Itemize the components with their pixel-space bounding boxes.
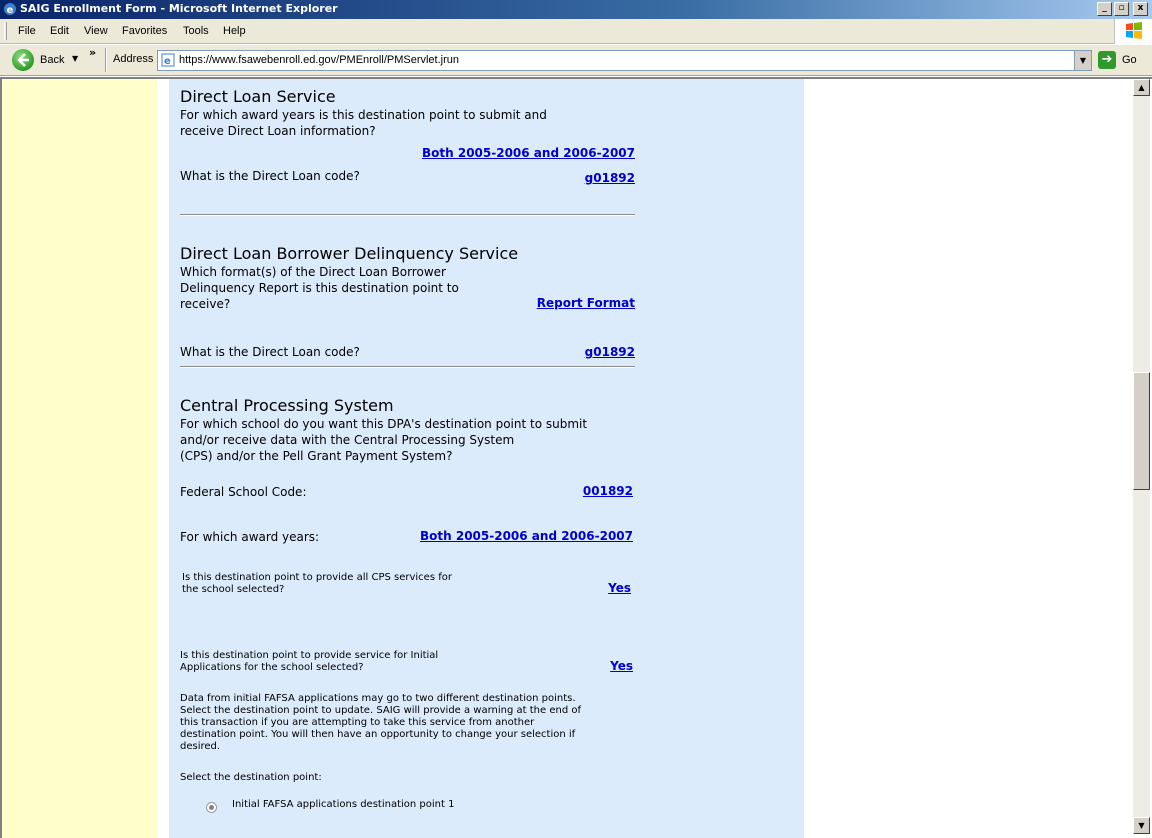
enrollment-form (169, 79, 804, 838)
go-arrow-icon: ➔ (1098, 51, 1116, 69)
page-viewport (0, 77, 1152, 838)
go-label: Go (1122, 54, 1137, 66)
section-heading-cps: Central Processing System (180, 396, 394, 415)
internet-explorer-icon (3, 2, 17, 16)
svg-text:e: e (164, 56, 171, 67)
delinquency-question-line2: Delinquency Report is this destination point to (180, 281, 459, 295)
minimize-button[interactable]: _ (1097, 2, 1112, 16)
address-dropdown-icon[interactable]: ▼ (1074, 51, 1091, 70)
scrollbar-thumb[interactable] (1133, 372, 1150, 490)
delinquency-code-link[interactable]: g01892 (584, 345, 635, 359)
gutter (157, 79, 169, 838)
federal-school-code-link[interactable]: 001892 (582, 484, 633, 498)
scroll-up-icon[interactable]: ▲ (1133, 79, 1150, 96)
cps-question-line3: (CPS) and/or the Pell Grant Payment System? (180, 449, 453, 463)
cps-award-years-link[interactable]: Both 2005-2006 and 2006-2007 (420, 529, 633, 543)
window-title-bar (0, 0, 1152, 19)
toolbar-separator (105, 48, 107, 72)
svg-text:e: e (6, 5, 14, 16)
federal-school-code-label: Federal School Code: (180, 485, 307, 499)
menu-file[interactable]: File (18, 25, 36, 37)
initial-apps-question-line2: Applications for the school selected? (180, 662, 364, 673)
cps-award-years-label: For which award years: (180, 530, 320, 544)
all-cps-services-question-line2: the school selected? (182, 584, 285, 595)
destination-point-1-label: Initial FAFSA applications destination point 1 (232, 799, 455, 810)
delinquency-code-question: What is the Direct Loan code? (180, 345, 360, 359)
section-heading-direct-loan-service: Direct Loan Service (180, 87, 336, 106)
fafsa-note-line2: Select the destination point to update. SAIG will provide a warning at the end of (180, 705, 581, 716)
dl-service-question-line2: receive Direct Loan information? (180, 124, 376, 138)
restore-button[interactable]: ▫ (1114, 2, 1129, 16)
section-divider (180, 214, 635, 216)
report-format-link[interactable]: Report Format (536, 296, 635, 310)
address-input[interactable] (157, 50, 1092, 71)
windows-logo-icon (1114, 19, 1152, 44)
menu-view[interactable]: View (84, 25, 108, 37)
address-label: Address (113, 53, 154, 65)
dl-service-code-link[interactable]: g01892 (584, 171, 635, 185)
delinquency-question-line3: receive? (180, 297, 231, 311)
select-destination-label: Select the destination point: (180, 772, 322, 783)
menu-edit[interactable]: Edit (50, 25, 69, 37)
all-cps-services-question-line1: Is this destination point to provide all CPS services for (182, 572, 452, 583)
menu-tools[interactable]: Tools (183, 25, 209, 37)
fafsa-note-line5: desired. (180, 741, 221, 752)
left-sidebar (2, 79, 157, 838)
page-icon (161, 53, 175, 67)
initial-apps-question-line1: Is this destination point to provide service for Initial (180, 650, 439, 661)
fafsa-note-line4: destination point. You will then have an opportunity to change your selection if (180, 729, 576, 740)
cps-question-line2: and/or receive data with the Central Processing System (180, 433, 515, 447)
vertical-scrollbar[interactable] (1133, 79, 1150, 834)
initial-apps-yes-link[interactable]: Yes (610, 659, 633, 673)
back-dropdown-icon[interactable]: ▼ (72, 54, 79, 63)
fafsa-note-line1: Data from initial FAFSA applications may go to two different destination points. (180, 693, 576, 704)
address-url: https://www.fsawebenroll.ed.gov/PMEnroll/PMServlet.jrun (179, 54, 460, 66)
section-heading-delinquency-service: Direct Loan Borrower Delinquency Service (180, 244, 519, 263)
scroll-down-icon[interactable]: ▼ (1133, 817, 1150, 834)
toolbar-grip[interactable] (4, 22, 7, 40)
menu-bar (0, 19, 1152, 44)
dl-service-question-line1: For which award years is this destination point to submit and (180, 108, 547, 122)
menu-favorites[interactable]: Favorites (122, 25, 168, 37)
fafsa-note-line3: this transaction if you are attempting to take this service from another (180, 717, 535, 728)
back-button[interactable] (12, 49, 82, 71)
address-toolbar (0, 45, 1152, 76)
toolbar-chevron-icon[interactable]: » (89, 46, 97, 59)
back-label: Back (40, 54, 65, 66)
delinquency-question-line1: Which format(s) of the Direct Loan Borrower (180, 265, 446, 279)
destination-point-1-radio[interactable] (206, 802, 217, 813)
back-arrow-icon (12, 49, 34, 71)
go-button[interactable] (1098, 50, 1148, 71)
section-divider (180, 366, 635, 368)
dl-service-award-years-link[interactable]: Both 2005-2006 and 2006-2007 (422, 146, 635, 160)
menu-help[interactable]: Help (223, 25, 246, 37)
window-title: SAIG Enrollment Form - Microsoft Internet Explorer (20, 2, 338, 15)
close-button[interactable]: x (1133, 2, 1148, 16)
all-cps-services-yes-link[interactable]: Yes (608, 581, 631, 595)
cps-question-line1: For which school do you want this DPA's destination point to submit (180, 417, 588, 431)
dl-service-code-question: What is the Direct Loan code? (180, 169, 360, 183)
